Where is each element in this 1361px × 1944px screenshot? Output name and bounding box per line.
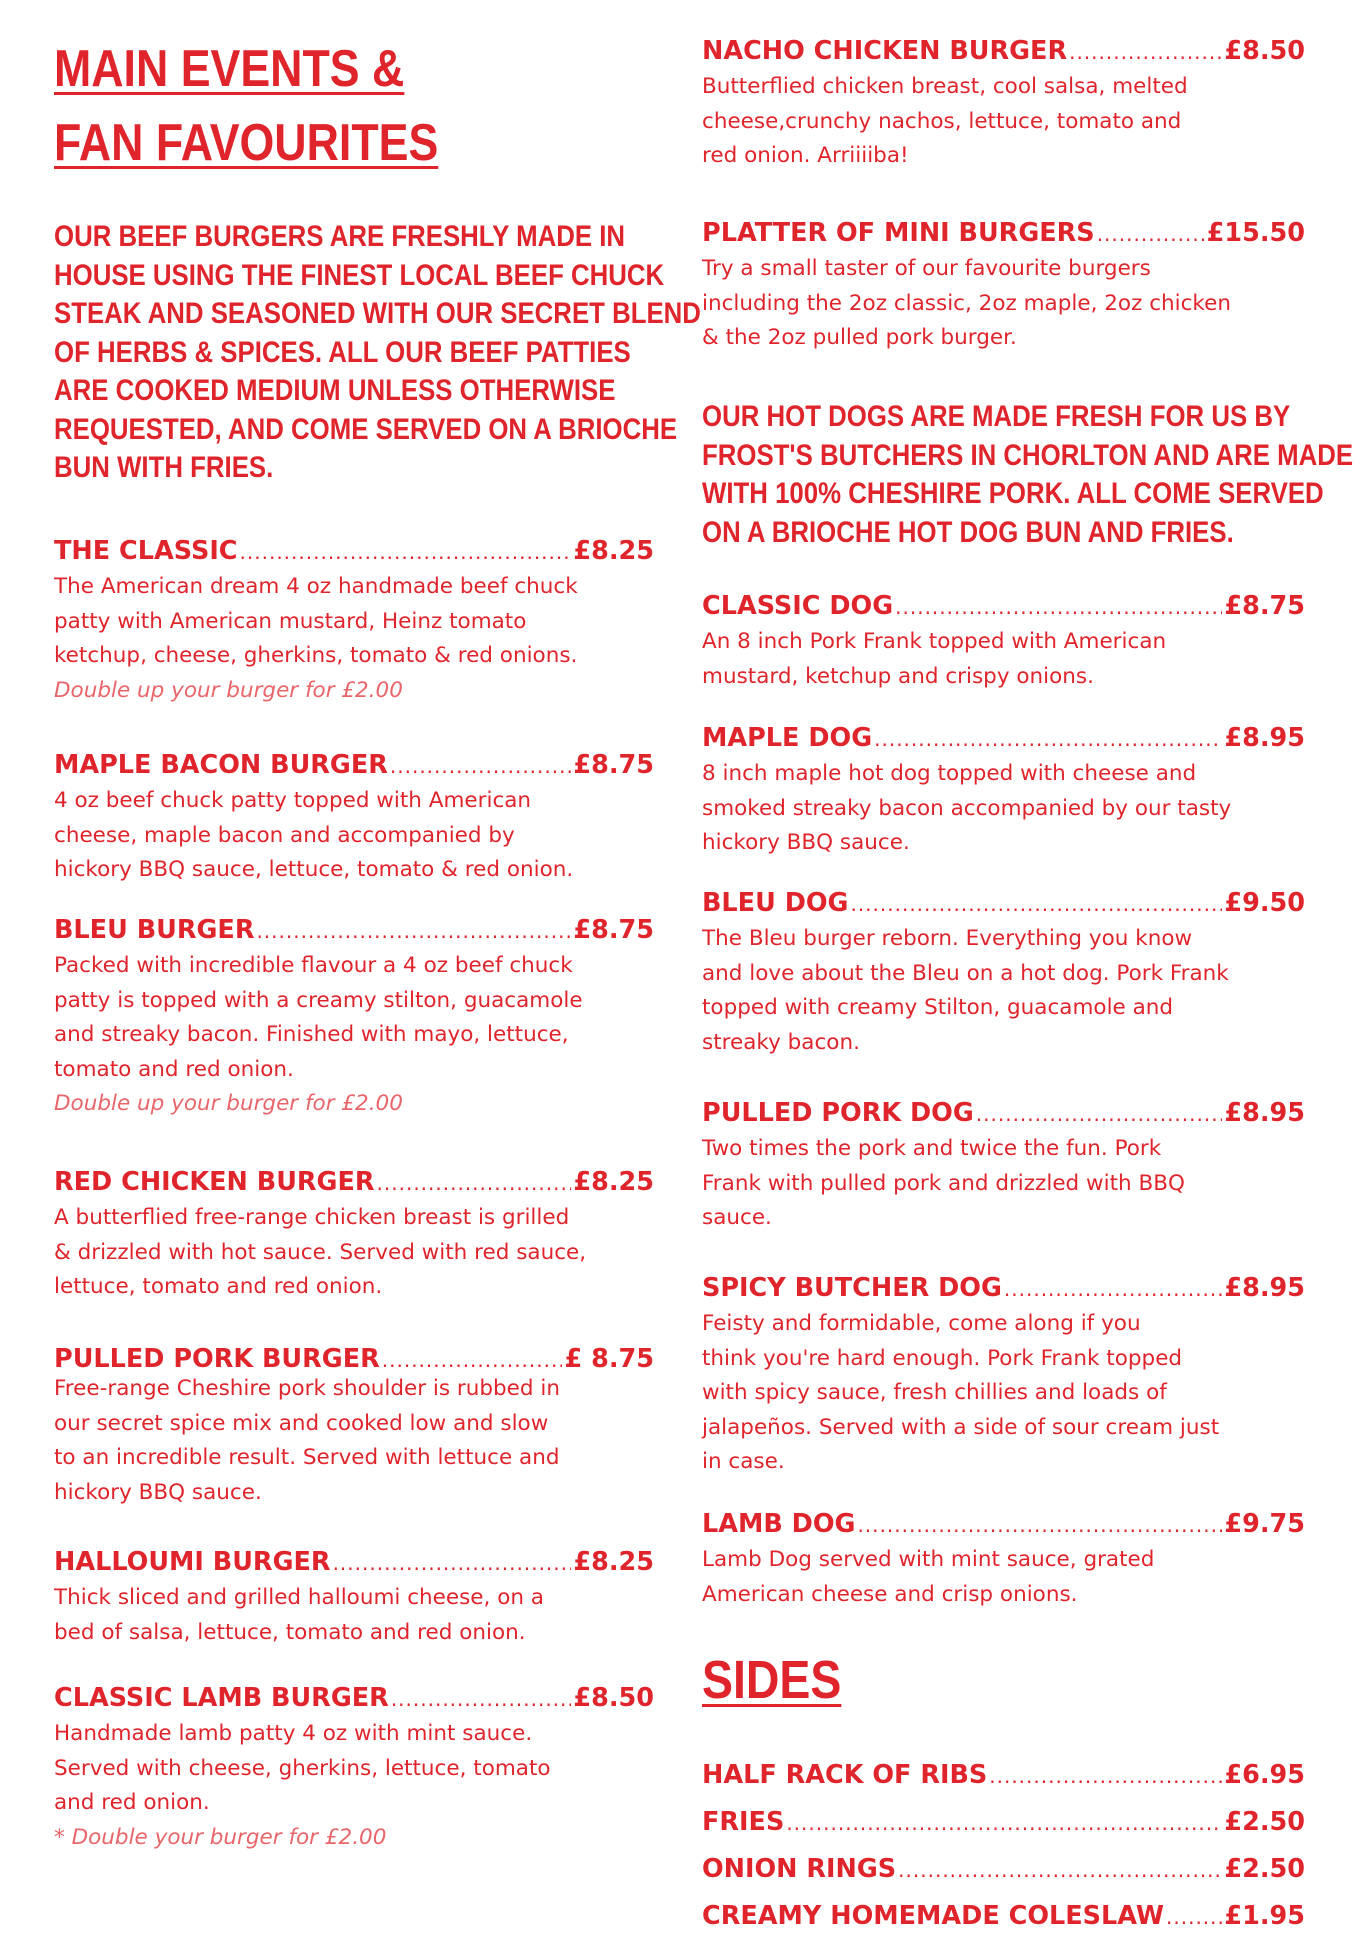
menu-item-bleu-dog bbox=[702, 887, 1305, 1060]
description-line: American cheese and crisp onions. bbox=[702, 1581, 1078, 1607]
intro-line: ON A BRIOCHE HOT DOG BUN AND FRIES. bbox=[702, 515, 1234, 549]
item-title-row bbox=[702, 1097, 1305, 1130]
item-name: MAPLE DOG bbox=[702, 723, 873, 753]
description-line: hickory BBQ sauce. bbox=[702, 830, 910, 855]
item-name: BLEU BURGER bbox=[54, 915, 255, 945]
description-line: cheese,crunchy nachos, lettuce, tomato and bbox=[702, 108, 1182, 134]
dot-leader bbox=[256, 915, 571, 947]
item-name: RED CHICKEN BURGER bbox=[54, 1167, 375, 1197]
description-line: sauce. bbox=[702, 1205, 772, 1230]
item-name: MAPLE BACON BURGER bbox=[54, 750, 388, 780]
description-line: smoked streaky bacon accompanied by our tasty bbox=[702, 795, 1232, 821]
intro-line: BUN WITH FRIES. bbox=[54, 451, 274, 484]
menu-item-bleu-burger bbox=[54, 914, 654, 1121]
description-line: Frank with pulled pork and drizzled with BBQ bbox=[702, 1170, 1185, 1196]
side-item-half-rack-of-ribs bbox=[702, 1752, 1305, 1799]
item-price: £8.75 bbox=[573, 915, 654, 945]
item-price: £6.95 bbox=[1224, 1760, 1305, 1790]
intro-line: OUR HOT DOGS ARE MADE FRESH FOR US BY bbox=[702, 400, 1291, 433]
description-line: patty with American mustard, Heinz tomato bbox=[54, 608, 527, 634]
menu-item-maple-bacon-burger bbox=[54, 749, 654, 888]
description-line: The Bleu burger reborn. Everything you know bbox=[702, 926, 1193, 951]
item-description bbox=[54, 784, 654, 888]
description-line: cheese, maple bacon and accompanied by bbox=[54, 822, 515, 848]
description-line: our secret spice mix and cooked low and slow bbox=[54, 1410, 549, 1436]
description-line: Feisty and formidable, come along if you bbox=[702, 1311, 1141, 1336]
item-price: £8.95 bbox=[1224, 1098, 1305, 1128]
item-name: FRIES bbox=[702, 1807, 785, 1837]
hotdog-intro bbox=[702, 398, 1354, 552]
item-price: £8.75 bbox=[1224, 591, 1305, 621]
item-description bbox=[54, 1372, 654, 1510]
menu-item-classic-lamb-burger bbox=[54, 1682, 654, 1855]
description-line: tomato and red onion. bbox=[54, 1056, 294, 1082]
intro-line: HOUSE USING THE FINEST LOCAL BEEF CHUCK bbox=[54, 258, 665, 292]
item-title-row bbox=[702, 722, 1305, 755]
intro-line: STEAK AND SEASONED WITH OUR SECRET BLEND bbox=[54, 297, 701, 330]
description-line: Packed with incredible flavour a 4 oz beef chuck bbox=[54, 953, 573, 978]
item-price: £15.50 bbox=[1206, 218, 1305, 248]
item-price: £8.25 bbox=[573, 1547, 654, 1577]
item-title-row bbox=[702, 1272, 1305, 1305]
menu-item-pulled-pork-burger bbox=[54, 1343, 654, 1510]
dot-leader bbox=[1166, 1894, 1222, 1940]
dot-leader bbox=[1004, 1273, 1222, 1305]
item-name: HALF RACK OF RIBS bbox=[702, 1760, 988, 1790]
description-line: with spicy sauce, fresh chillies and loads of bbox=[702, 1380, 1167, 1405]
menu-item-spicy-butcher-dog bbox=[702, 1272, 1305, 1480]
description-line: The American dream 4 oz handmade beef chuck bbox=[54, 574, 578, 599]
item-name: CLASSIC DOG bbox=[702, 591, 894, 621]
description-line: Served with cheese, gherkins, lettuce, tomato bbox=[54, 1755, 551, 1781]
heading-line-1: MAIN EVENTS & bbox=[54, 40, 405, 98]
description-line: and love about the Bleu on a hot dog. Pork Frank bbox=[702, 960, 1229, 986]
side-item-coleslaw bbox=[702, 1893, 1305, 1940]
item-name: SPICY BUTCHER DOG bbox=[702, 1273, 1002, 1303]
item-price: £2.50 bbox=[1224, 1807, 1305, 1837]
item-price: £ 8.75 bbox=[564, 1344, 654, 1374]
item-description bbox=[54, 949, 654, 1087]
dot-leader bbox=[989, 1753, 1222, 1799]
side-item-onion-rings bbox=[702, 1846, 1305, 1893]
description-line: Two times the pork and twice the fun. Pork bbox=[702, 1136, 1162, 1161]
description-line: hickory BBQ sauce, lettuce, tomato & red onion. bbox=[54, 857, 574, 882]
item-name: PULLED PORK BURGER bbox=[54, 1344, 380, 1374]
item-price: £8.95 bbox=[1224, 723, 1305, 753]
description-line: to an incredible result. Served with lettuce and bbox=[54, 1445, 560, 1470]
item-description bbox=[702, 70, 1305, 174]
intro-line: ARE COOKED MEDIUM UNLESS OTHERWISE bbox=[54, 374, 616, 407]
item-title-row bbox=[54, 749, 654, 782]
main-events-heading bbox=[54, 32, 438, 180]
dot-leader bbox=[857, 1509, 1222, 1541]
item-title-row bbox=[54, 1682, 654, 1715]
sides-list bbox=[702, 1752, 1305, 1940]
description-line: in case. bbox=[702, 1449, 785, 1474]
item-price: £8.50 bbox=[1224, 36, 1305, 66]
item-title-row bbox=[54, 535, 654, 568]
description-line: mustard, ketchup and crispy onions. bbox=[702, 663, 1094, 689]
item-name: CLASSIC LAMB BURGER bbox=[54, 1683, 389, 1713]
item-name: HALLOUMI BURGER bbox=[54, 1547, 331, 1577]
item-price: £8.25 bbox=[573, 536, 654, 566]
description-line: & the 2oz pulled pork burger. bbox=[702, 325, 1017, 350]
dot-leader bbox=[1097, 218, 1205, 250]
item-title-row bbox=[702, 35, 1305, 68]
dot-leader bbox=[391, 1683, 572, 1715]
menu-item-platter-of-mini-burgers bbox=[702, 217, 1305, 356]
item-title-row bbox=[702, 1508, 1305, 1541]
item-name: NACHO CHICKEN BURGER bbox=[702, 36, 1068, 66]
description-line: ketchup, cheese, gherkins, tomato & red onions. bbox=[54, 643, 578, 668]
description-line: and red onion. bbox=[54, 1790, 210, 1815]
item-price: £9.75 bbox=[1224, 1509, 1305, 1539]
description-line: patty is topped with a creamy stilton, guacamole bbox=[54, 987, 583, 1013]
description-line: hickory BBQ sauce. bbox=[54, 1479, 262, 1505]
intro-line: REQUESTED, AND COME SERVED ON A BRIOCHE bbox=[54, 412, 678, 446]
description-line: Try a small taster of our favourite burgers bbox=[702, 256, 1151, 281]
item-name: PLATTER OF MINI BURGERS bbox=[702, 218, 1095, 248]
item-description bbox=[702, 252, 1305, 356]
item-note: * Double your burger for £2.00 bbox=[54, 1824, 387, 1850]
dot-leader bbox=[976, 1098, 1223, 1130]
item-description bbox=[702, 1543, 1305, 1612]
dot-leader bbox=[895, 591, 1222, 623]
menu-item-nacho-chicken-burger bbox=[702, 35, 1305, 174]
description-line: Lamb Dog served with mint sauce, grated bbox=[702, 1547, 1155, 1572]
description-line: Free-range Cheshire pork shoulder is rubbed in bbox=[54, 1376, 560, 1401]
item-name: THE CLASSIC bbox=[54, 536, 238, 566]
beef-burger-intro bbox=[54, 218, 701, 488]
description-line: A butterflied free-range chicken breast is grilled bbox=[54, 1205, 570, 1230]
dot-leader bbox=[874, 723, 1222, 755]
dot-leader bbox=[390, 750, 571, 782]
menu-item-classic-dog bbox=[702, 590, 1305, 694]
item-price: £2.50 bbox=[1224, 1854, 1305, 1884]
description-line: lettuce, tomato and red onion. bbox=[54, 1274, 383, 1299]
item-title-row bbox=[54, 914, 654, 947]
item-description bbox=[702, 625, 1305, 694]
item-description bbox=[54, 1717, 654, 1821]
item-name: LAMB DOG bbox=[702, 1509, 856, 1539]
item-description bbox=[54, 570, 654, 674]
description-line: topped with creamy Stilton, guacamole and bbox=[702, 995, 1174, 1020]
menu-item-pulled-pork-dog bbox=[702, 1097, 1305, 1236]
dot-leader bbox=[333, 1547, 572, 1579]
item-description bbox=[702, 1307, 1305, 1480]
intro-line: WITH 100% CHESHIRE PORK. ALL COME SERVED bbox=[702, 477, 1324, 510]
description-line: An 8 inch Pork Frank topped with American bbox=[702, 629, 1167, 654]
dot-leader bbox=[898, 1847, 1222, 1893]
intro-line: OF HERBS & SPICES. ALL OUR BEEF PATTIES bbox=[54, 335, 631, 369]
description-line: Butterflied chicken breast, cool salsa, melted bbox=[702, 74, 1188, 99]
item-title-row bbox=[702, 590, 1305, 623]
item-description bbox=[702, 757, 1305, 861]
description-line: streaky bacon. bbox=[702, 1029, 860, 1055]
dot-leader bbox=[1069, 36, 1222, 68]
item-name: PULLED PORK DOG bbox=[702, 1098, 974, 1128]
item-description bbox=[54, 1581, 654, 1650]
description-line: 4 oz beef chuck patty topped with American bbox=[54, 788, 532, 813]
menu-item-lamb-dog bbox=[702, 1508, 1305, 1612]
description-line: think you're hard enough. Pork Frank topped bbox=[702, 1345, 1183, 1371]
menu-item-red-chicken-burger bbox=[54, 1166, 654, 1305]
description-line: jalapeños. Served with a side of sour cream just bbox=[702, 1414, 1220, 1440]
dot-leader bbox=[377, 1167, 572, 1199]
item-title-row bbox=[54, 1166, 654, 1199]
menu-item-maple-dog bbox=[702, 722, 1305, 861]
menu-item-the-classic bbox=[54, 535, 654, 708]
item-description bbox=[702, 1132, 1305, 1236]
item-title-row bbox=[702, 887, 1305, 920]
item-note: Double up your burger for £2.00 bbox=[54, 1091, 403, 1116]
dot-leader bbox=[850, 888, 1222, 920]
item-title-row bbox=[702, 217, 1305, 250]
item-title-row bbox=[54, 1546, 654, 1579]
item-price: £9.50 bbox=[1224, 888, 1305, 918]
item-description bbox=[702, 922, 1305, 1060]
item-price: £8.25 bbox=[573, 1167, 654, 1197]
item-price: £8.50 bbox=[573, 1683, 654, 1713]
description-line: 8 inch maple hot dog topped with cheese and bbox=[702, 761, 1197, 786]
dot-leader bbox=[240, 536, 572, 568]
item-price: £8.75 bbox=[573, 750, 654, 780]
dot-leader bbox=[786, 1800, 1222, 1846]
description-line: Thick sliced and grilled halloumi cheese, on a bbox=[54, 1585, 544, 1610]
description-line: Handmade lamb patty 4 oz with mint sauce. bbox=[54, 1721, 533, 1746]
description-line: and streaky bacon. Finished with mayo, lettuce, bbox=[54, 1022, 569, 1047]
item-name: BLEU DOG bbox=[702, 888, 849, 918]
description-line: & drizzled with hot sauce. Served with red sauce, bbox=[54, 1239, 587, 1265]
item-name: CREAMY HOMEMADE COLESLAW bbox=[702, 1901, 1165, 1931]
description-line: including the 2oz classic, 2oz maple, 2oz chicken bbox=[702, 290, 1231, 316]
sides-heading: SIDES bbox=[702, 1650, 842, 1710]
item-description bbox=[54, 1201, 654, 1305]
item-note: Double up your burger for £2.00 bbox=[54, 677, 403, 703]
menu-item-halloumi-burger bbox=[54, 1546, 654, 1650]
intro-line: OUR BEEF BURGERS ARE FRESHLY MADE IN bbox=[54, 220, 626, 253]
description-line: red onion. Arriiiiba! bbox=[702, 143, 909, 168]
side-item-fries bbox=[702, 1799, 1305, 1846]
item-name: ONION RINGS bbox=[702, 1854, 897, 1884]
heading-line-2: FAN FAVOURITES bbox=[54, 114, 439, 172]
item-price: £1.95 bbox=[1224, 1901, 1305, 1931]
intro-line: FROST'S BUTCHERS IN CHORLTON AND ARE MADE bbox=[702, 438, 1354, 472]
item-price: £8.95 bbox=[1224, 1273, 1305, 1303]
description-line: bed of salsa, lettuce, tomato and red onion. bbox=[54, 1619, 526, 1645]
